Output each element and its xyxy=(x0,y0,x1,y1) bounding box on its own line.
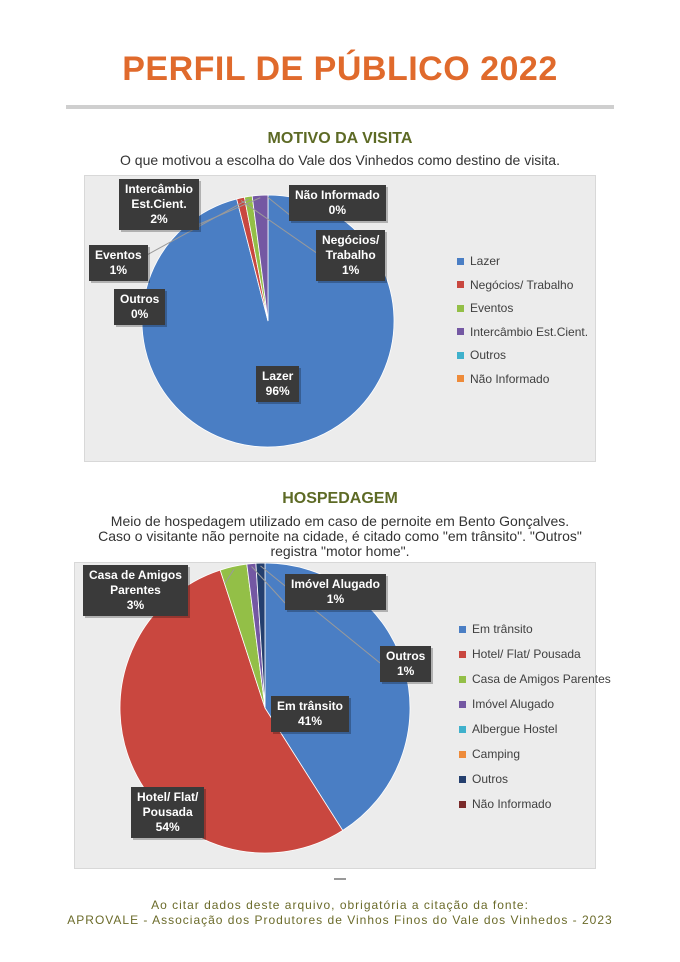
section-heading-hospedagem: HOSPEDAGEM xyxy=(282,490,398,507)
legend-swatch xyxy=(457,281,464,288)
callout-value: 1% xyxy=(342,263,360,277)
legend-swatch xyxy=(459,676,466,683)
legend-item-em-transito xyxy=(459,622,533,636)
callout-outros xyxy=(380,646,431,682)
callout-label: Outros xyxy=(386,649,426,663)
legend-item-intercambio-est-cient xyxy=(457,325,588,339)
legend-item-negocios-trabalho xyxy=(457,278,573,292)
callout-label: Intercâmbio xyxy=(125,182,194,196)
callout-value: 41% xyxy=(297,714,323,728)
legend-label: Negócios/ Trabalho xyxy=(470,277,574,292)
footer-citation-note: Ao citar dados deste arquivo, obrigatória a citação da fonte: xyxy=(151,898,529,912)
legend-swatch xyxy=(459,776,466,783)
legend-label: Albergue Hostel xyxy=(472,722,558,736)
callout-value: 3% xyxy=(126,598,145,612)
section-subtitle-motivo: O que motivou a escolha do Vale dos Vinhedos como destino de visita. xyxy=(120,152,560,168)
callout-label: Hotel/ Flat/ xyxy=(137,790,199,804)
callout-imovel-alugado xyxy=(285,574,386,610)
callout-negocios-trabalho xyxy=(316,230,385,281)
legend-label: Lazer xyxy=(470,254,501,268)
legend-swatch xyxy=(459,651,466,658)
footer-source: APROVALE - Associação dos Produtores de Vinhos Finos do Vale dos Vinhedos - 2023 xyxy=(67,913,613,927)
legend-item-casa-de-amigos-parentes xyxy=(459,672,611,686)
motivo-chart xyxy=(84,175,596,462)
hospedagem-chart xyxy=(74,562,611,869)
legend-swatch xyxy=(457,258,464,265)
section-subtitle-hospedagem-2: Caso o visitante não pernoite na cidade, é citado como "em trânsito". "Outros" xyxy=(98,528,582,544)
legend-item-albergue-hostel xyxy=(459,722,557,736)
legend-item-eventos xyxy=(457,301,513,315)
callout-value: 2% xyxy=(150,212,168,226)
callout-em-transito xyxy=(271,696,349,732)
legend-item-outros xyxy=(459,772,508,786)
callout-value: 1% xyxy=(109,263,128,277)
callout-label: Imóvel Alugado xyxy=(291,577,380,591)
legend-label: Imóvel Alugado xyxy=(472,697,555,711)
legend-item-outros xyxy=(457,348,506,362)
legend-item-camping xyxy=(459,747,520,761)
callout-label: Não Informado xyxy=(295,188,380,202)
legend-swatch xyxy=(459,626,466,633)
legend-label: Hotel/ Flat/ Pousada xyxy=(472,647,581,661)
callout-value: 1% xyxy=(397,664,415,678)
legend-swatch xyxy=(457,375,464,382)
callout-label: Parentes xyxy=(110,583,161,597)
legend-item-hotel-flat-pousada xyxy=(459,647,581,661)
legend-swatch xyxy=(457,328,464,335)
callout-label: Trabalho xyxy=(325,248,376,262)
callout-intercambio-est-cient xyxy=(119,179,199,230)
page-separator xyxy=(334,878,346,880)
callout-value: 96% xyxy=(265,384,290,398)
legend-label: Outros xyxy=(472,772,509,786)
callout-lazer xyxy=(256,366,299,402)
callout-hotel-flat-pousada xyxy=(131,787,204,838)
legend-swatch xyxy=(459,801,466,808)
callout-label: Outros xyxy=(120,292,160,306)
callout-value: 0% xyxy=(131,307,149,321)
callout-label: Lazer xyxy=(262,369,294,383)
legend-label: Em trânsito xyxy=(472,622,533,636)
legend-swatch xyxy=(457,305,464,312)
callout-label: Negócios/ xyxy=(322,233,380,247)
page-title: PERFIL DE PÚBLICO 2022 xyxy=(122,50,558,88)
legend-swatch xyxy=(459,701,466,708)
legend-item-imovel-alugado xyxy=(459,697,554,711)
legend-label: Casa de Amigos Parentes xyxy=(472,672,611,686)
section-subtitle-hospedagem-3: registra "motor home". xyxy=(270,543,410,559)
legend-swatch xyxy=(459,751,466,758)
callout-label: Casa de Amigos xyxy=(89,568,182,582)
legend-label: Camping xyxy=(472,747,521,761)
callout-label: Eventos xyxy=(95,248,142,262)
callout-label: Em trânsito xyxy=(277,699,344,713)
legend-label: Intercâmbio Est.Cient. xyxy=(470,324,589,339)
section-subtitle-hospedagem-1: Meio de hospedagem utilizado em caso de pernoite em Bento Gonçalves. xyxy=(110,513,570,529)
legend-label: Eventos xyxy=(470,301,514,315)
title-divider xyxy=(66,105,614,109)
legend-label: Não Informado xyxy=(472,797,552,811)
callout-label: Pousada xyxy=(142,805,193,819)
callout-value: 1% xyxy=(326,592,345,606)
callout-value: 54% xyxy=(155,820,180,834)
legend-item-nao-informado xyxy=(457,372,549,386)
callout-value: 0% xyxy=(328,203,346,217)
callout-outros xyxy=(114,289,165,325)
section-heading-motivo: MOTIVO DA VISITA xyxy=(267,130,413,147)
legend-item-lazer xyxy=(457,254,500,268)
callout-casa-de-amigos-parentes xyxy=(83,565,188,616)
callout-nao-informado xyxy=(289,185,386,221)
legend-label: Outros xyxy=(470,348,507,362)
callout-label: Est.Cient. xyxy=(131,197,187,211)
legend-item-nao-informado xyxy=(459,797,551,811)
legend-swatch xyxy=(459,726,466,733)
callout-eventos xyxy=(89,245,148,281)
legend-swatch xyxy=(457,352,464,359)
legend-label: Não Informado xyxy=(470,371,550,386)
